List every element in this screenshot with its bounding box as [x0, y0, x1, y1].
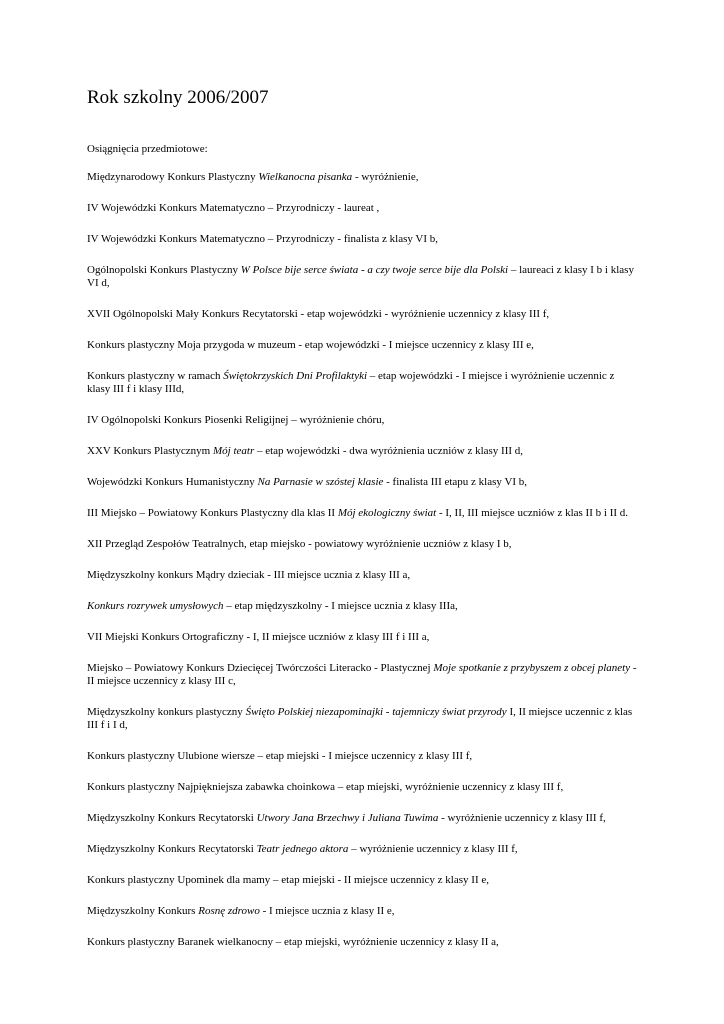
achievement-item: [87, 905, 639, 918]
achievement-item: [87, 171, 639, 184]
achievement-text: - wyróżnienie,: [352, 171, 419, 183]
achievement-text: XXV Konkurs Plastycznym: [87, 445, 213, 457]
achievement-text: Ogólnopolski Konkurs Plastyczny: [87, 264, 241, 276]
achievement-text: III Miejsko – Powiatowy Konkurs Plastyczny dla klas II: [87, 507, 338, 519]
achievement-item: [87, 414, 639, 427]
achievement-title-italic: Świętokrzyskich Dni Profilaktyki: [223, 370, 368, 382]
achievement-item: [87, 569, 639, 582]
achievement-text: XVII Ogólnopolski Mały Konkurs Recytatorski - etap wojewódzki - wyróżnienie uczennicy z klasy III f,: [87, 308, 550, 320]
achievement-text: – etap międzyszkolny - I miejsce ucznia z klasy IIIa,: [223, 600, 458, 612]
achievement-text: Międzyszkolny konkurs plastyczny: [87, 706, 246, 718]
achievement-text: – wyróżnienie uczennicy z klasy III f,: [348, 843, 518, 855]
achievement-text: IV Ogólnopolski Konkurs Piosenki Religijnej – wyróżnienie chóru,: [87, 414, 385, 426]
achievement-item: [87, 370, 639, 396]
achievement-text: - I, II, III miejsce uczniów z klas II b i II d.: [436, 507, 629, 519]
achievement-text: Konkurs plastyczny Upominek dla mamy – etap miejski - II miejsce uczennicy z klasy II e,: [87, 874, 489, 886]
section-subtitle: Osiągnięcia przedmiotowe:: [87, 143, 208, 155]
achievement-text: Konkurs plastyczny Ulubione wiersze – etap miejski - I miejsce uczennicy z klasy III f,: [87, 750, 473, 762]
achievement-text: I, II miejsce uczennic z klas III f i I d,: [87, 706, 633, 731]
achievement-item: [87, 538, 639, 551]
achievement-title-italic: Konkurs rozrywek umysłowych: [87, 600, 224, 612]
achievement-item: [87, 264, 639, 290]
achievement-text: Międzyszkolny Konkurs: [87, 905, 199, 917]
achievement-item: [87, 843, 639, 856]
achievement-text: – laureaci z klasy I b i klasy VI d,: [87, 264, 634, 289]
achievement-title-italic: Na Parnasie w szóstej klasie: [257, 476, 384, 488]
achievement-item: [87, 445, 639, 458]
achievement-text: Konkurs plastyczny Moja przygoda w muzeum - etap wojewódzki - I miejsce uczennicy z klasy III e,: [87, 339, 534, 351]
achievement-text: Konkurs plastyczny Najpiękniejsza zabawka choinkowa – etap miejski, wyróżnienie uczennicy z klasy III f,: [87, 781, 564, 793]
achievement-text: Miejsko – Powiatowy Konkurs Dziecięcej Twórczości Literacko - Plastycznej: [87, 662, 434, 674]
achievement-title-italic: Mój teatr: [212, 445, 255, 457]
page-title: Rok szkolny 2006/2007: [87, 87, 269, 108]
achievement-text: Konkurs plastyczny w ramach: [87, 370, 224, 382]
achievement-text: Konkurs plastyczny Baranek wielkanocny – etap miejski, wyróżnienie uczennicy z klasy II a,: [87, 936, 499, 948]
achievement-title-italic: Teatr jednego aktora: [256, 843, 349, 855]
achievement-item: [87, 874, 639, 887]
achievement-title-italic: Święto Polskiej niezapominajki - tajemniczy świat przyrody: [245, 706, 507, 718]
achievement-item: [87, 233, 639, 246]
achievement-item: [87, 706, 639, 732]
achievement-text: Wojewódzki Konkurs Humanistyczny: [87, 476, 258, 488]
achievement-text: Międzynarodowy Konkurs Plastyczny: [87, 171, 259, 183]
achievement-text: - II miejsce uczennicy z klasy III c,: [87, 662, 637, 687]
achievement-text: - I miejsce ucznia z klasy II e,: [259, 905, 395, 917]
achievement-item: [87, 308, 639, 321]
achievement-item: [87, 339, 639, 352]
achievement-text: Międzyszkolny konkurs Mądry dzieciak - III miejsce ucznia z klasy III a,: [87, 569, 411, 581]
achievement-text: VII Miejski Konkurs Ortograficzny - I, II miejsce uczniów z klasy III f i III a,: [87, 631, 430, 643]
achievement-item: [87, 750, 639, 763]
achievement-item: [87, 631, 639, 644]
achievement-text: XII Przegląd Zespołów Teatralnych, etap miejsko - powiatowy wyróżnienie uczniów z klasy I b,: [87, 538, 512, 550]
achievement-text: Międzyszkolny Konkurs Recytatorski: [87, 843, 257, 855]
achievement-text: Międzyszkolny Konkurs Recytatorski: [87, 812, 257, 824]
achievement-item: [87, 507, 639, 520]
achievement-item: [87, 936, 639, 949]
achievement-text: – etap wojewódzki - I miejsce i wyróżnienie uczennic z klasy III f i klasy IIId,: [87, 370, 615, 395]
achievement-text: – etap wojewódzki - dwa wyróżnienia uczniów z klasy III d,: [254, 445, 524, 457]
achievement-text: - finalista III etapu z klasy VI b,: [383, 476, 528, 488]
achievement-title-italic: Rosnę zdrowo: [198, 905, 260, 917]
achievement-title-italic: Mój ekologiczny świat: [337, 507, 437, 519]
achievement-text: IV Wojewódzki Konkurs Matematyczno – Przyrodniczy - laureat ,: [87, 202, 380, 214]
achievement-item: [87, 812, 639, 825]
achievement-text: - wyróżnienie uczennicy z klasy III f,: [438, 812, 606, 824]
achievement-item: [87, 202, 639, 215]
achievement-title-italic: W Polsce bije serce świata - a czy twoje serce bije dla Polski: [240, 264, 509, 276]
achievement-title-italic: Utwory Jana Brzechwy i Juliana Tuwima: [256, 812, 439, 824]
achievement-title-italic: Wielkanocna pisanka: [258, 171, 353, 183]
achievement-item: [87, 600, 639, 613]
achievement-item: [87, 476, 639, 489]
achievement-list: [87, 171, 639, 967]
achievement-item: [87, 781, 639, 794]
achievement-title-italic: Moje spotkanie z przybyszem z obcej planety: [433, 662, 631, 674]
achievement-text: IV Wojewódzki Konkurs Matematyczno – Przyrodniczy - finalista z klasy VI b,: [87, 233, 439, 245]
achievement-item: [87, 662, 639, 688]
